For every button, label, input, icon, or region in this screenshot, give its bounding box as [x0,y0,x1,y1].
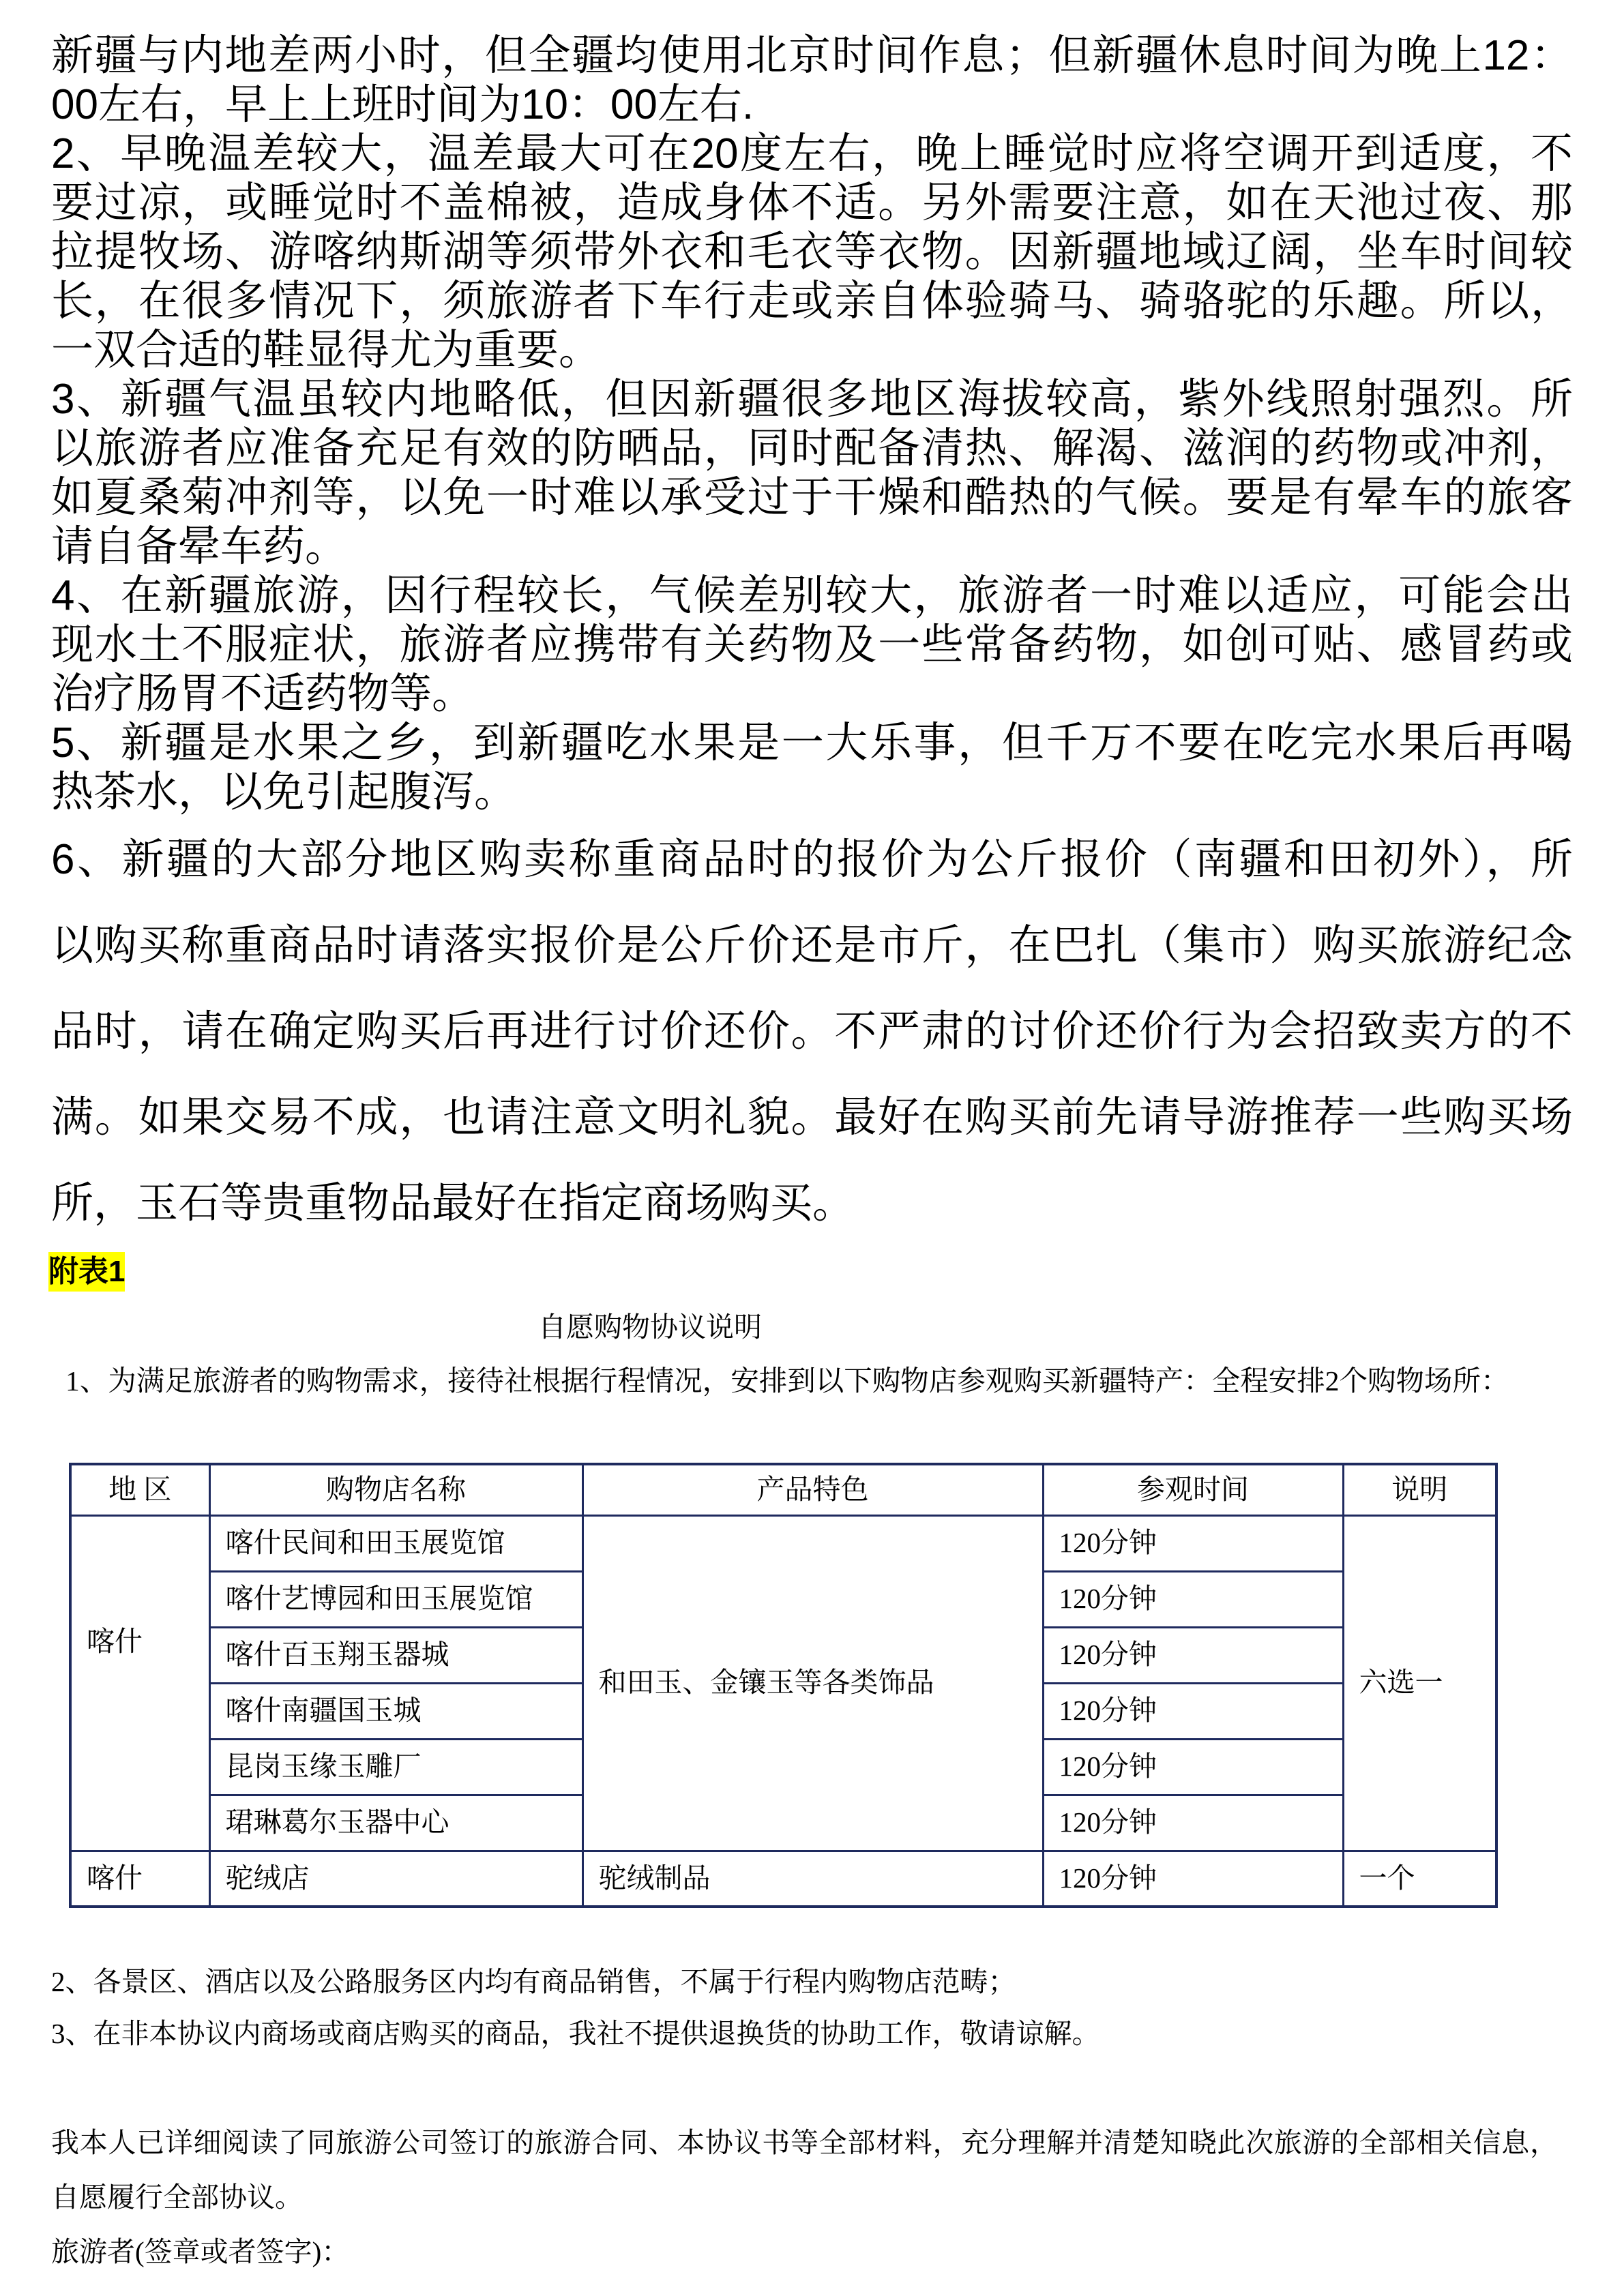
header-shop-name: 购物店名称 [209,1464,582,1515]
note-paragraph-5 [51,719,1573,817]
visit-time-cell: 120分钟 [1043,1571,1343,1627]
note-line: 5、新疆是水果之乡，到新疆吃水果是一大乐事，但千万不要在吃完水果后再喝 [51,719,1573,766]
shop-name-cell: 喀什民间和田玉展览馆 [209,1515,582,1571]
visit-time-cell: 120分钟 [1043,1739,1343,1795]
agreement-clauses [51,1956,1100,2059]
visit-time-cell: 120分钟 [1043,1683,1343,1739]
traveler-declaration [51,2115,1558,2279]
clause-2: 2、各景区、酒店以及公路服务区内均有商品销售，不属于行程内购物店范畴； [51,1966,1016,1997]
note-line: 请自备晕车药。 [51,523,348,570]
note-paragraph-2 [51,130,1573,375]
header-note: 说明 [1343,1464,1496,1515]
header-visit-time: 参观时间 [1043,1464,1343,1515]
table-header-row [70,1464,1496,1515]
table-row [70,1515,1496,1571]
appendix-tag: 附表1 [48,1252,125,1292]
visit-time-cell: 120分钟 [1043,1795,1343,1851]
note-line: 所，玉石等贵重物品最好在指定商场购买。 [51,1180,855,1227]
note-line: 4、在新疆旅游，因行程较长，气候差别较大，旅游者一时难以适应，可能会出 [51,572,1573,619]
shop-name-cell: 喀什南疆国玉城 [209,1683,582,1739]
header-region: 地 区 [70,1464,209,1515]
note-line: 2、早晚温差较大，温差最大可在20度左右，晚上睡觉时应将空调开到适度，不 [51,130,1573,177]
note-line: 治疗肠胃不适药物等。 [51,670,475,717]
note-line: 00左右，早上上班时间为10：00左右. [51,81,754,128]
note-line: 如夏桑菊冲剂等，以免一时难以承受过于干燥和酷热的气候。要是有晕车的旅客 [51,474,1573,521]
shopping-table [69,1463,1498,1908]
note-paragraph-4 [51,571,1573,719]
note-paragraph-3 [51,375,1573,571]
region-cell: 喀什 [70,1515,209,1851]
note-line: 满。如果交易不成，也请注意文明礼貌。最好在购买前先请导游推荐一些购买场 [51,1094,1573,1141]
visit-time-cell: 120分钟 [1043,1627,1343,1683]
visit-time-cell: 120分钟 [1043,1515,1343,1571]
note-line: 新疆与内地差两小时，但全疆均使用北京时间作息；但新疆休息时间为晚上12： [51,32,1573,79]
table-row [70,1851,1496,1907]
product-feature-cell: 驼绒制品 [582,1851,1043,1907]
note-paragraph-6 [51,817,1573,1247]
shop-name-cell: 喀什艺博园和田玉展览馆 [209,1571,582,1627]
clause-3: 3、在非本协议内商场或商店购买的商品，我社不提供退换货的协助工作，敬请谅解。 [51,2018,1100,2049]
note-line: 一双合适的鞋显得尤为重要。 [51,327,602,374]
header-product-feature: 产品特色 [582,1464,1043,1515]
note-line: 热茶水，以免引起腹泻。 [51,769,517,816]
note-line: 6、新疆的大部分地区购卖称重商品时的报价为公斤报价（南疆和田初外），所 [51,836,1573,883]
note-line: 以购买称重商品时请落实报价是公斤价还是市斤，在巴扎（集市）购买旅游纪念 [51,922,1573,969]
signature-label: 旅游者(签章或者签字)： [51,2236,350,2267]
note-line: 拉提牧场、游喀纳斯湖等须带外衣和毛衣等衣物。因新疆地域辽阔，坐车时间较 [51,228,1573,275]
shop-name-cell: 驼绒店 [209,1851,582,1907]
product-feature-cell: 和田玉、金镶玉等各类饰品 [582,1515,1043,1851]
note-line: 现水土不服症状，旅游者应携带有关药物及一些常备药物，如创可贴、感冒药或 [51,621,1573,668]
note-cell: 六选一 [1343,1515,1496,1851]
note-line: 以旅游者应准备充足有效的防晒品，同时配备清热、解渴、滋润的药物或冲剂， [51,425,1573,472]
agreement-title: 自愿购物协议说明 [538,1311,762,1343]
region-cell: 喀什 [70,1851,209,1907]
clause-1: 1、为满足旅游者的购物需求，接待社根据行程情况，安排到以下购物店参观购买新疆特产：全程安排2个购物场所： [65,1365,1509,1397]
visit-time-cell: 120分钟 [1043,1851,1343,1907]
note-cell: 一个 [1343,1851,1496,1907]
shop-name-cell: 喀什百玉翔玉器城 [209,1627,582,1683]
note-line: 长，在很多情况下，须旅游者下车行走或亲自体验骑马、骑骆驼的乐趣。所以， [51,278,1573,325]
declaration-line: 自愿履行全部协议。 [51,2181,303,2213]
shop-name-cell: 珺琳葛尔玉器中心 [209,1795,582,1851]
travel-notes [51,31,1573,1247]
note-line: 品时，请在确定购买后再进行讨价还价。不严肃的讨价还价行为会招致卖方的不 [51,1008,1573,1055]
shop-name-cell: 昆岗玉缘玉雕厂 [209,1739,582,1795]
declaration-line: 我本人已详细阅读了同旅游公司签订的旅游合同、本协议书等全部材料，充分理解并清楚知晓此次旅游的全部相关信息， [51,2127,1558,2158]
note-paragraph-continued [51,31,1573,130]
note-line: 要过凉，或睡觉时不盖棉被，造成身体不适。另外需要注意，如在天池过夜、那 [51,179,1573,226]
note-line: 3、新疆气温虽较内地略低，但因新疆很多地区海拔较高，紫外线照射强烈。所 [51,376,1573,423]
